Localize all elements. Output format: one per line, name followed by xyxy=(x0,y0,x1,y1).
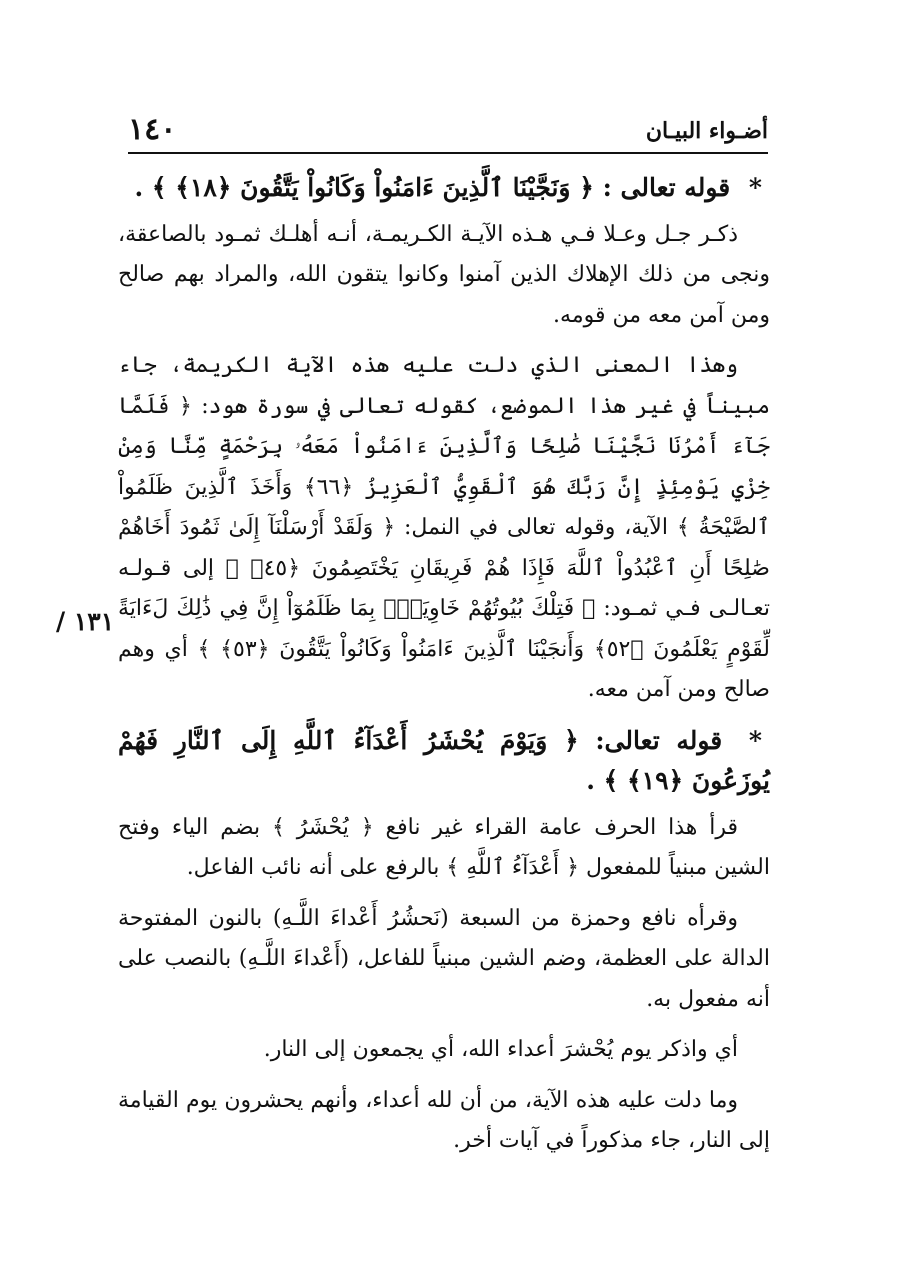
heading-tail: . xyxy=(134,173,144,202)
heading-tail: . xyxy=(586,766,595,795)
margin-page-reference: ١٣١ / xyxy=(56,607,115,636)
heading-star-marker: * xyxy=(748,725,762,755)
header-divider xyxy=(128,152,768,154)
heading-label: قوله تعالى : xyxy=(602,173,731,202)
paragraph: وهذا المعنى الذي دلت عليه هذه الآية الكريمة، جاء مبيناً في غير هذا الموضع، كقوله تعالى في سورة هود: ﴿ فَلَمَّا جَآءَ أَمْرُنَا نَجَّيْنَا صَٰلِحًا وَٱلَّذِينَ ءَامَنُواْ مَعَهُۥ بِرَحْمَةٍ مِّنَّا وَمِنْ خِزْيِ يَوْمِئِذٍ إِنَّ رَبَّكَ هُوَ ٱلْقَوِيُّ ٱلْعَزِيزُ ﴿٦٦﴾ وَأَخَذَ ٱلَّذِينَ ظَلَمُواْ ٱلصَّيْحَةُ ﴾ الآية، وقوله تعالى في النمل: ﴿ وَلَقَدْ أَرْسَلْنَآ إِلَىٰ ثَمُودَ أَخَاهُمْ صَٰلِحًا أَنِ ٱعْبُدُواْ ٱللَّهَ فَإِذَا هُمْ فَرِيقَانِ يَخْتَصِمُونَ ﴿٤٥﴾ ﴾ إلى قـولـه تعـالـى فـي ثمـود: ﴿ فَتِلْكَ بُيُوتُهُمْ خَاوِيَةًۢ بِمَا ظَلَمُوٓاْ إِنَّ فِي ذَٰلِكَ لَءَايَةً لِّقَوْمٍ يَعْلَمُونَ ﴿٥٢﴾ وَأَنجَيْنَا ٱلَّذِينَ ءَامَنُواْ وَكَانُواْ يَتَّقُونَ ﴿٥٣﴾ ﴾ أي وهم صالح ومن آمن معه. xyxy=(118,353,770,702)
page-number: ١٤٠ xyxy=(128,112,177,147)
paragraph: وقرأه نافع وحمزة من السبعة (نَحشُرُ أَعْداءَ اللَّـهِ) بالنون المفتوحة الدالة على العظمة، وضم الشين مبنياً للفاعل، (أَعْداءَ اللَّـهِ) بالنصب على أنه مفعول به. xyxy=(118,905,770,1012)
book-title: أضـواء البيـان xyxy=(645,118,768,144)
page-body xyxy=(118,168,770,1172)
paragraph: ذكـر جـل وعـلا فـي هـذه الآيـة الكـريمـة، أنـه أهلـك ثمـود بالصاعقة، ونجى من ذلك الإهلاك الذين آمنوا وكانوا يتقون الله، والمراد بهم صالح ومن آمن معه من قومه. xyxy=(118,221,770,328)
page-header xyxy=(128,112,768,154)
quran-verse: ﴿ وَيَوْمَ يُحْشَرُ أَعْدَآءُ ٱللَّهِ إِلَى ٱلنَّارِ فَهُمْ يُوزَعُونَ ﴿١٩﴾ ﴾ xyxy=(118,725,770,795)
section-heading-2 xyxy=(118,721,770,802)
heading-star-marker: * xyxy=(748,173,762,202)
quran-verse: ﴿ وَنَجَّيْنَا ٱلَّذِينَ ءَامَنُواْ وَكَانُواْ يَتَّقُونَ ﴿١٨﴾ ﴾ xyxy=(151,173,594,202)
heading-label: قوله تعالى: xyxy=(595,725,723,755)
paragraph: قرأ هذا الحرف عامة القراء غير نافع ﴿ يُحْشَرُ ﴾ بضم الياء وفتح الشين مبنياً للمفعول ﴿ أَعْدَآءُ ٱللَّهِ ﴾ بالرفع على أنه نائب الفاعل. xyxy=(118,814,770,880)
paragraph: وما دلت عليه هذه الآية، من أن لله أعداء، وأنهم يحشرون يوم القيامة إلى النار، جاء مذكوراً في آيات أخر. xyxy=(118,1087,770,1153)
paragraph: أي واذكر يوم يُحْشرَ أعداء الله، أي يجمعون إلى النار. xyxy=(263,1037,738,1062)
section-heading-1 xyxy=(118,168,770,209)
